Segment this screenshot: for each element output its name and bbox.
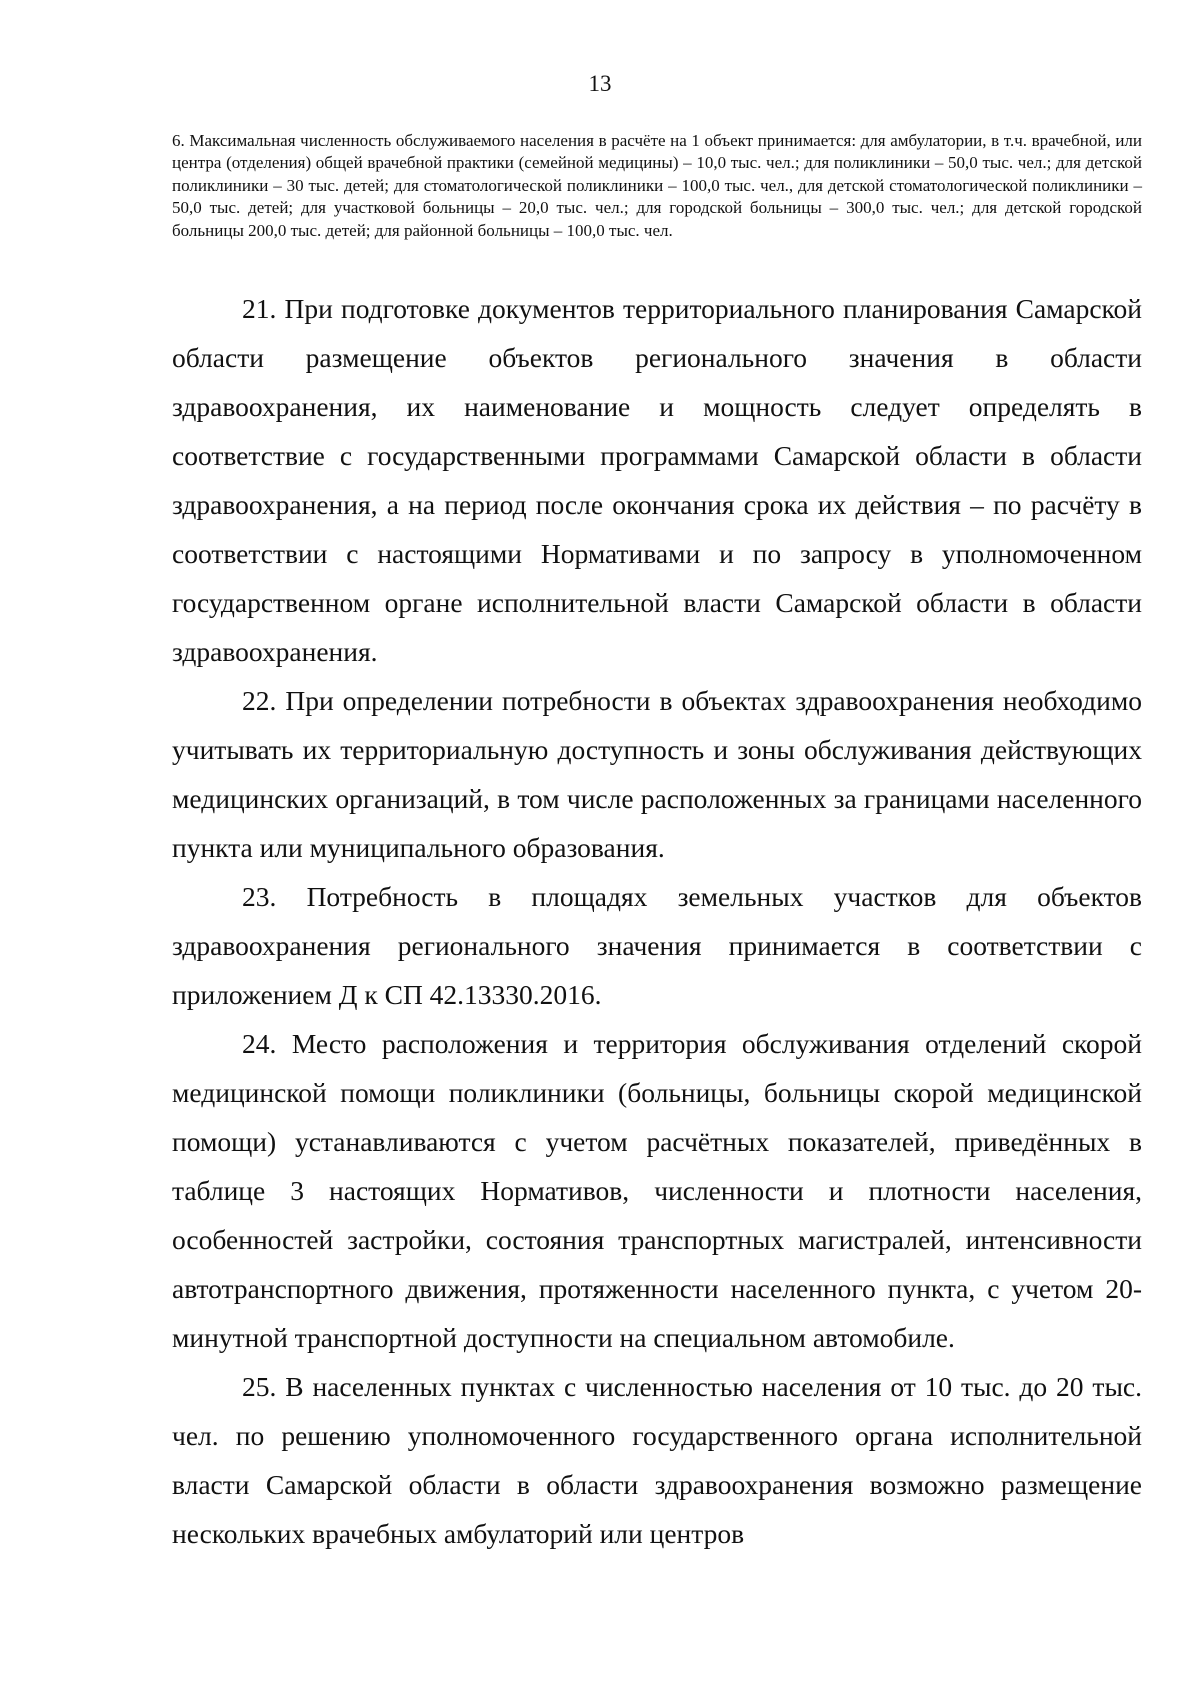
paragraph-24: 24. Место расположения и территория обслуживания отделений скорой медицинской помощи поликлиники (больницы, больницы скорой медицинской помощи) устанавливаются с учетом расчётных показателей, приведённых в таблице 3 настоящих Нормативов, численности и плотности населения, особенностей застройки, состояния транспортных магистралей, интенсивности автотранспортного движения, протяженности населенного пункта, с учетом 20-минутной транспортной доступности на специальном автомобиле. bbox=[172, 1028, 1142, 1353]
paragraph-21: 21. При подготовке документов территориального планирования Самарской области размещение объектов регионального значения в области здравоохранения, их наименование и мощность следует определять в соответствие с государственными программами Самарской области в области здравоохранения, а на период после окончания срока их действия – по расчёту в соответствии с настоящими Нормативами и по запросу в уполномоченном государственном органе исполнительной власти Самарской области в области здравоохранения. bbox=[172, 293, 1142, 667]
paragraph-22: 22. При определении потребности в объектах здравоохранения необходимо учитывать их территориальную доступность и зоны обслуживания действующих медицинских организаций, в том числе расположенных за границами населенного пункта или муниципального образования. bbox=[172, 685, 1142, 863]
footnote: 6. Максимальная численность обслуживаемого населения в расчёте на 1 объект принимается: для амбулатории, в т.ч. врачебной, или центра (отделения) общей врачебной практики (семейной медицины) – 10,0 тыс. чел.; для поликлиники – 50,0 тыс. чел.; для детской поликлиники – 30 тыс. детей; для стоматологической поликлиники – 100,0 тыс. чел., для детской стоматологической поликлиники – 50,0 тыс. детей; для участковой больницы – 20,0 тыс. чел.; для городской больницы – 300,0 тыс. чел.; для детской городской больницы 200,0 тыс. детей; для районной больницы – 100,0 тыс. чел. bbox=[172, 131, 1142, 240]
body-text bbox=[172, 284, 1142, 1558]
paragraph-23: 23. Потребность в площадях земельных участков для объектов здравоохранения регионального значения принимается в соответствии с приложением Д к СП 42.13330.2016. bbox=[172, 881, 1142, 1010]
paragraph-25: 25. В населенных пунктах с численностью населения от 10 тыс. до 20 тыс. чел. по решению уполномоченного государственного органа исполнительной власти Самарской области в области здравоохранения возможно размещение нескольких врачебных амбулаторий или центров bbox=[172, 1371, 1142, 1549]
page-number: 13 bbox=[588, 71, 612, 96]
